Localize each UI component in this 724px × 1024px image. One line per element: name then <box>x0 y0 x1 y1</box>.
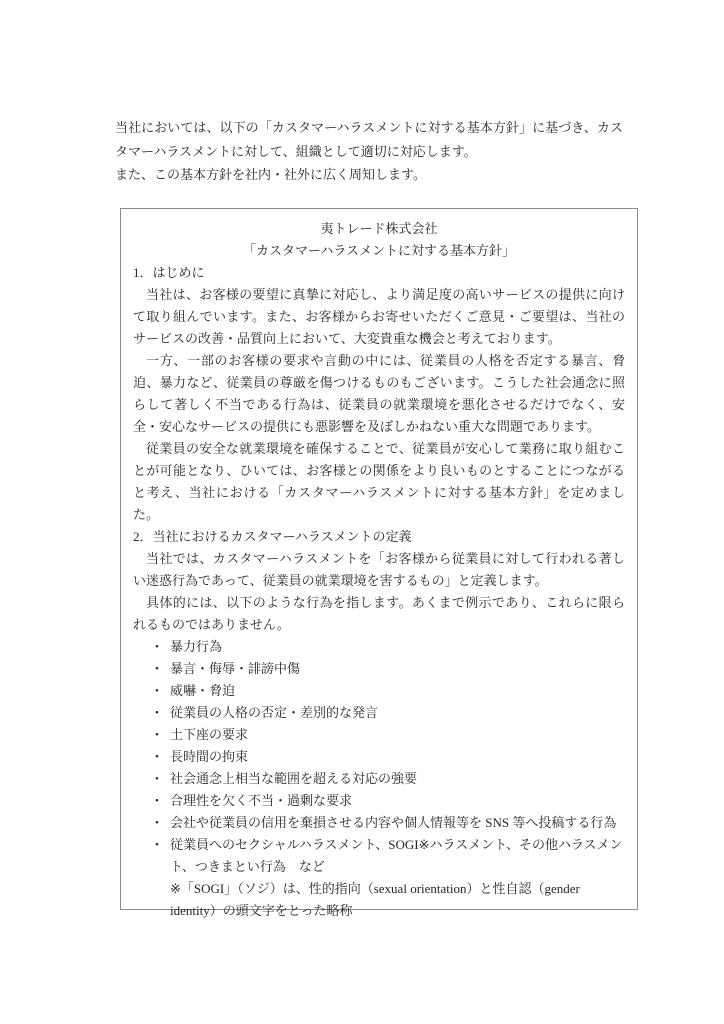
company-name: 夷トレード株式会社 <box>320 221 438 236</box>
section-2-heading: 2．当社におけるカスタマーハラスメントの定義 <box>133 529 412 544</box>
bullet-icon: • <box>155 663 159 675</box>
section-2-paragraph: 具体的には、以下のような行為を指します。あくまで例示であり、これらに限られるものではありません。 <box>133 595 625 632</box>
section-1-heading: 1．はじめに <box>133 265 205 280</box>
list-item-label: 暴言・侮辱・誹謗中傷 <box>170 661 301 676</box>
bullet-icon: • <box>155 729 159 741</box>
list-item <box>155 834 625 878</box>
bullet-icon: • <box>155 751 159 763</box>
list-item <box>155 702 625 724</box>
intro-section <box>115 116 623 187</box>
section-2-paragraph: 当社では、カスタマーハラスメントを「お客様から従業員に対して行われる著しい迷惑行為であって、従業員の就業環境を害するもの」と定義します。 <box>133 551 625 588</box>
list-item-label: 威嚇・脅迫 <box>170 683 236 698</box>
bullet-icon: • <box>155 839 159 851</box>
list-item <box>155 746 625 768</box>
harassment-examples-list <box>133 636 625 878</box>
section-1-paragraph: 当社は、お客様の要望に真摯に対応し、より満足度の高いサービスの提供に向けて取り組んでいます。また、お客様からお寄せいただくご意見・ご要望は、当社のサービスの改善・品質向上において、大変貴重な機会と考えております。 <box>133 287 625 346</box>
intro-paragraph-2: また、この基本方針を社内・社外に広く周知します。 <box>115 167 426 182</box>
bullet-icon: • <box>155 795 159 807</box>
bullet-icon: • <box>155 641 159 653</box>
list-item-label: 暴力行為 <box>170 639 223 654</box>
list-item-label: 会社や従業員の信用を棄損させる内容や個人情報等を SNS 等へ投稿する行為 <box>170 815 617 830</box>
list-item <box>155 812 625 834</box>
sogi-footnote: ※「SOGI」（ソジ）は、性的指向（sexual orientation）と性自認（gender identity）の頭文字をとった略称 <box>170 881 580 918</box>
list-item-label: 土下座の要求 <box>170 727 249 742</box>
list-item <box>155 680 625 702</box>
list-item <box>155 724 625 746</box>
list-item <box>155 790 625 812</box>
bullet-icon: • <box>155 707 159 719</box>
policy-title: 「カスタマーハラスメントに対する基本方針」 <box>243 243 515 258</box>
bullet-icon: • <box>155 685 159 697</box>
list-item-label: 従業員の人格の否定・差別的な発言 <box>170 705 379 720</box>
list-item-label: 社会通念上相当な範囲を超える対応の強要 <box>170 771 418 786</box>
intro-paragraph-1: 当社においては、以下の「カスタマーハラスメントに対する基本方針」に基づき、カスタマーハラスメントに対して、組織として適切に対応します。 <box>115 120 623 159</box>
section-1-paragraph: 従業員の安全な就業環境を確保することで、従業員が安心して業務に取り組むことが可能となり、ひいては、お客様との関係をより良いものとすることにつながると考え、当社における「カスタマーハラスメントに対する基本方針」を定めました。 <box>133 441 625 522</box>
section-1-paragraph: 一方、一部のお客様の要求や言動の中には、従業員の人格を否定する暴言、脅迫、暴力など、従業員の尊厳を傷つけるものもございます。こうした社会通念に照らして著しく不当である行為は、従業員の就業環境を悪化させるだけでなく、安全・安心なサービスの提供にも悪影響を及ぼしかねない重大な問題であります。 <box>133 353 625 434</box>
list-item <box>155 768 625 790</box>
list-item <box>155 658 625 680</box>
list-item-label: 合理性を欠く不当・過剰な要求 <box>170 793 353 808</box>
list-item-label: 従業員へのセクシャルハラスメント、SOGI※ハラスメント、その他ハラスメント、つきまとい行為 など <box>170 837 623 874</box>
list-item-label: 長時間の拘束 <box>170 749 249 764</box>
bullet-icon: • <box>155 817 159 829</box>
bullet-icon: • <box>155 773 159 785</box>
policy-box <box>120 208 638 918</box>
list-item <box>155 636 625 658</box>
